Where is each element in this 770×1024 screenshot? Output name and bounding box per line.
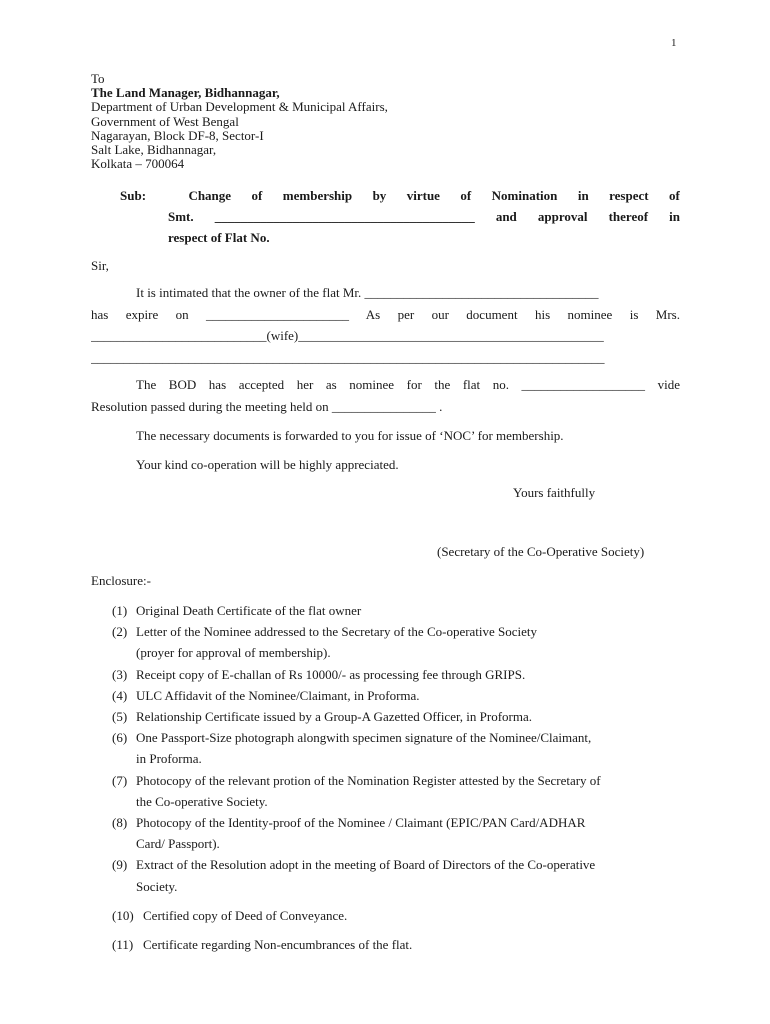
list-item: [112, 905, 682, 926]
list-item: [112, 727, 682, 769]
paragraph-line: The BOD has accepted her as nominee for the flat no. ___________________ vide: [136, 377, 680, 392]
address-line: Government of West Bengal: [91, 113, 239, 129]
list-item: [112, 812, 682, 854]
subject-word: Nomination: [491, 188, 558, 203]
subject-line-2: Smt. ________________________________________ and approval thereof in: [168, 209, 680, 224]
page-number: 1: [671, 37, 677, 49]
paragraph-line: Resolution passed during the meeting held on ________________ .: [91, 398, 443, 414]
item-number: (6): [112, 730, 128, 746]
item-number: (10): [112, 907, 134, 923]
item-number: (3): [112, 666, 128, 682]
paragraph-line: _______________________________________________________________________________: [91, 349, 605, 365]
paragraph-line: It is intimated that the owner of the flat Mr. ____________________________________: [136, 285, 599, 300]
item-text: in Proforma.: [136, 751, 202, 767]
enclosure-title: Enclosure:-: [91, 573, 151, 588]
paragraph-bod: [91, 374, 680, 417]
paragraph-cooperation: Your kind co-operation will be highly appreciated.: [136, 457, 399, 472]
item-number: (11): [112, 937, 134, 953]
item-text: Relationship Certificate issued by a Group-A Gazetted Officer, in Proforma.: [136, 709, 532, 725]
item-text: One Passport-Size photograph alongwith specimen signature of the Nominee/Claimant,: [136, 730, 592, 746]
enclosure-list: [112, 600, 682, 955]
address-line: Department of Urban Development & Municipal Affairs,: [91, 99, 388, 115]
paragraph-owner-info: [91, 282, 680, 368]
subject-word: respect: [609, 188, 649, 203]
item-text: ULC Affidavit of the Nominee/Claimant, in Proforma.: [136, 687, 420, 703]
subject-label: Sub:: [120, 188, 147, 203]
item-text: Certified copy of Deed of Conveyance.: [143, 907, 348, 923]
subject-word: of: [251, 188, 263, 203]
list-item: [112, 854, 682, 896]
list-item: [112, 685, 682, 706]
item-text: Photocopy of the Identity-proof of the Nominee / Claimant (EPIC/PAN Card/ADHAR: [136, 815, 586, 831]
yours-faithfully: Yours faithfully: [513, 485, 596, 500]
list-item: [112, 664, 682, 685]
address-to: To: [91, 71, 105, 86]
list-item: [112, 706, 682, 727]
salutation: Sir,: [91, 258, 109, 273]
item-number: (2): [112, 624, 128, 640]
address-recipient: The Land Manager, Bidhannagar,: [91, 85, 280, 101]
item-text: Certificate regarding Non-encumbrances of the flat.: [143, 937, 413, 953]
item-text: Card/ Passport).: [136, 836, 220, 852]
signatory: (Secretary of the Co-Operative Society): [437, 544, 645, 559]
item-text: Letter of the Nominee addressed to the Secretary of the Co-operative Society: [136, 624, 538, 640]
subject-block: [120, 185, 680, 248]
address-line: Nagarayan, Block DF-8, Sector-I: [91, 127, 264, 143]
item-number: (9): [112, 857, 128, 873]
item-text: Receipt copy of E-challan of Rs 10000/- as processing fee through GRIPS.: [136, 666, 526, 682]
item-number: (5): [112, 709, 128, 725]
subject-line-1: [120, 185, 680, 206]
subject-word: of: [460, 188, 472, 203]
item-text: the Co-operative Society.: [136, 793, 268, 809]
item-number: (8): [112, 815, 128, 831]
item-text: Photocopy of the relevant protion of the Nomination Register attested by the Secretary of: [136, 772, 601, 788]
subject-word: virtue: [406, 188, 440, 203]
address-line: Salt Lake, Bidhannagar,: [91, 142, 217, 158]
list-item: [112, 934, 682, 955]
subject-word: in: [577, 188, 589, 203]
item-text: (proyer for approval of membership).: [136, 645, 331, 661]
paragraph-line: has expire on ______________________ As per our document his nominee is Mrs.: [91, 306, 680, 322]
item-number: (7): [112, 772, 128, 788]
subject-word: membership: [282, 188, 353, 203]
recipient-address: [91, 72, 388, 171]
item-number: (4): [112, 687, 128, 703]
item-text: Extract of the Resolution adopt in the meeting of Board of Directors of the Co-operative: [136, 857, 596, 873]
list-item: [112, 600, 682, 621]
subject-line-3: respect of Flat No.: [168, 230, 270, 245]
paragraph-documents: The necessary documents is forwarded to you for issue of ‘NOC’ for membership.: [136, 428, 564, 443]
list-item: [112, 770, 682, 812]
subject-word: Change: [188, 188, 232, 203]
address-line: Kolkata – 700064: [91, 156, 185, 172]
subject-word: by: [372, 188, 387, 203]
item-text: Original Death Certificate of the flat owner: [136, 603, 362, 618]
paragraph-line: ___________________________(wife)_______________________________________________: [91, 328, 604, 343]
list-item: [112, 621, 682, 663]
subject-word: of: [669, 188, 680, 203]
item-text: Society.: [136, 878, 178, 894]
item-number: (1): [112, 603, 128, 618]
